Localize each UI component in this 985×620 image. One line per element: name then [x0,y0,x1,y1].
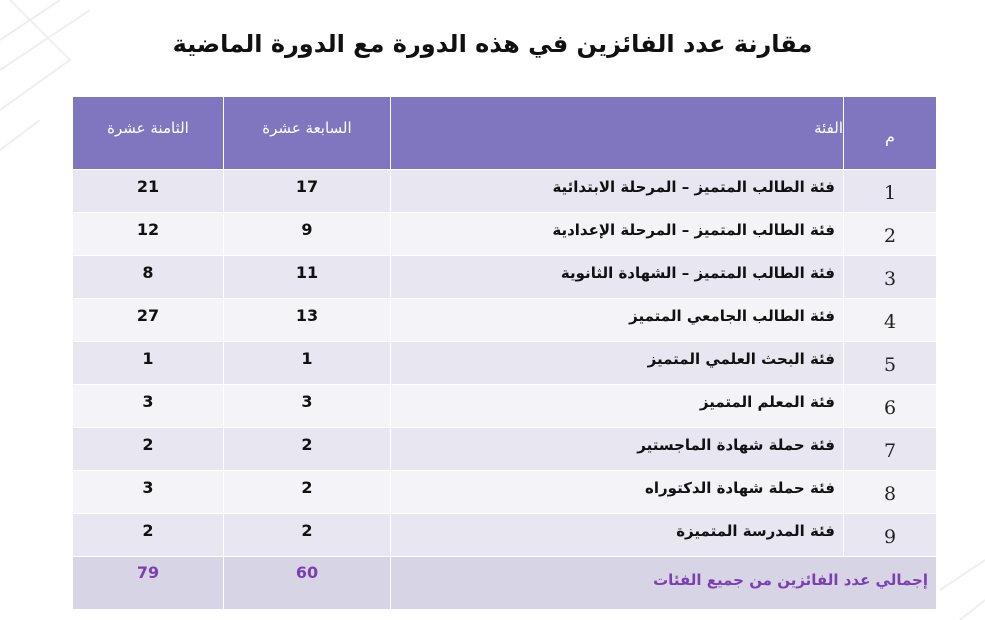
cell-seventeenth: 11 [224,256,391,299]
total-row [73,557,937,610]
cell-category: فئة المعلم المتميز [391,385,844,428]
cell-eighteenth: 12 [73,213,224,256]
table-row [73,514,937,557]
cell-seventeenth: 2 [224,471,391,514]
cell-seventeenth: 3 [224,385,391,428]
header-index: م [844,97,937,170]
table-row [73,170,937,213]
table-row [73,342,937,385]
table-row [73,256,937,299]
cell-seventeenth: 2 [224,514,391,557]
cell-index: 8 [844,471,937,514]
table-row [73,299,937,342]
header-seventeenth: السابعة عشرة [224,97,391,170]
cell-eighteenth: 1 [73,342,224,385]
cell-eighteenth: 27 [73,299,224,342]
cell-eighteenth: 8 [73,256,224,299]
total-seventeenth: 60 [224,557,391,610]
total-label-cell: إجمالي عدد الفائزين من جميع الفئات [391,557,937,610]
cell-category: فئة الطالب الجامعي المتميز [391,299,844,342]
cell-eighteenth: 2 [73,428,224,471]
cell-category: فئة حملة شهادة الدكتوراه [391,471,844,514]
cell-index: 5 [844,342,937,385]
cell-seventeenth: 9 [224,213,391,256]
table-row [73,428,937,471]
cell-category: فئة الطالب المتميز – المرحلة الإعدادية [391,213,844,256]
table-header-row [73,97,937,170]
table-row [73,471,937,514]
table-row [73,213,937,256]
page-title: مقارنة عدد الفائزين في هذه الدورة مع الدورة الماضية [172,30,813,58]
cell-index: 2 [844,213,937,256]
cell-index: 1 [844,170,937,213]
cell-eighteenth: 3 [73,385,224,428]
cell-category: فئة البحث العلمي المتميز [391,342,844,385]
table-row [73,385,937,428]
cell-eighteenth: 2 [73,514,224,557]
cell-seventeenth: 1 [224,342,391,385]
cell-seventeenth: 17 [224,170,391,213]
header-eighteenth: الثامنة عشرة [73,97,224,170]
cell-category: فئة المدرسة المتميزة [391,514,844,557]
header-category: الفئة [391,97,844,170]
cell-eighteenth: 3 [73,471,224,514]
cell-seventeenth: 2 [224,428,391,471]
comparison-table [72,96,937,610]
cell-category: فئة الطالب المتميز – الشهادة الثانوية [391,256,844,299]
cell-eighteenth: 21 [73,170,224,213]
cell-index: 6 [844,385,937,428]
cell-index: 4 [844,299,937,342]
cell-category: فئة حملة شهادة الماجستير [391,428,844,471]
total-eighteenth: 79 [73,557,224,610]
cell-category: فئة الطالب المتميز – المرحلة الابتدائية [391,170,844,213]
cell-index: 7 [844,428,937,471]
cell-index: 9 [844,514,937,557]
cell-seventeenth: 13 [224,299,391,342]
cell-index: 3 [844,256,937,299]
